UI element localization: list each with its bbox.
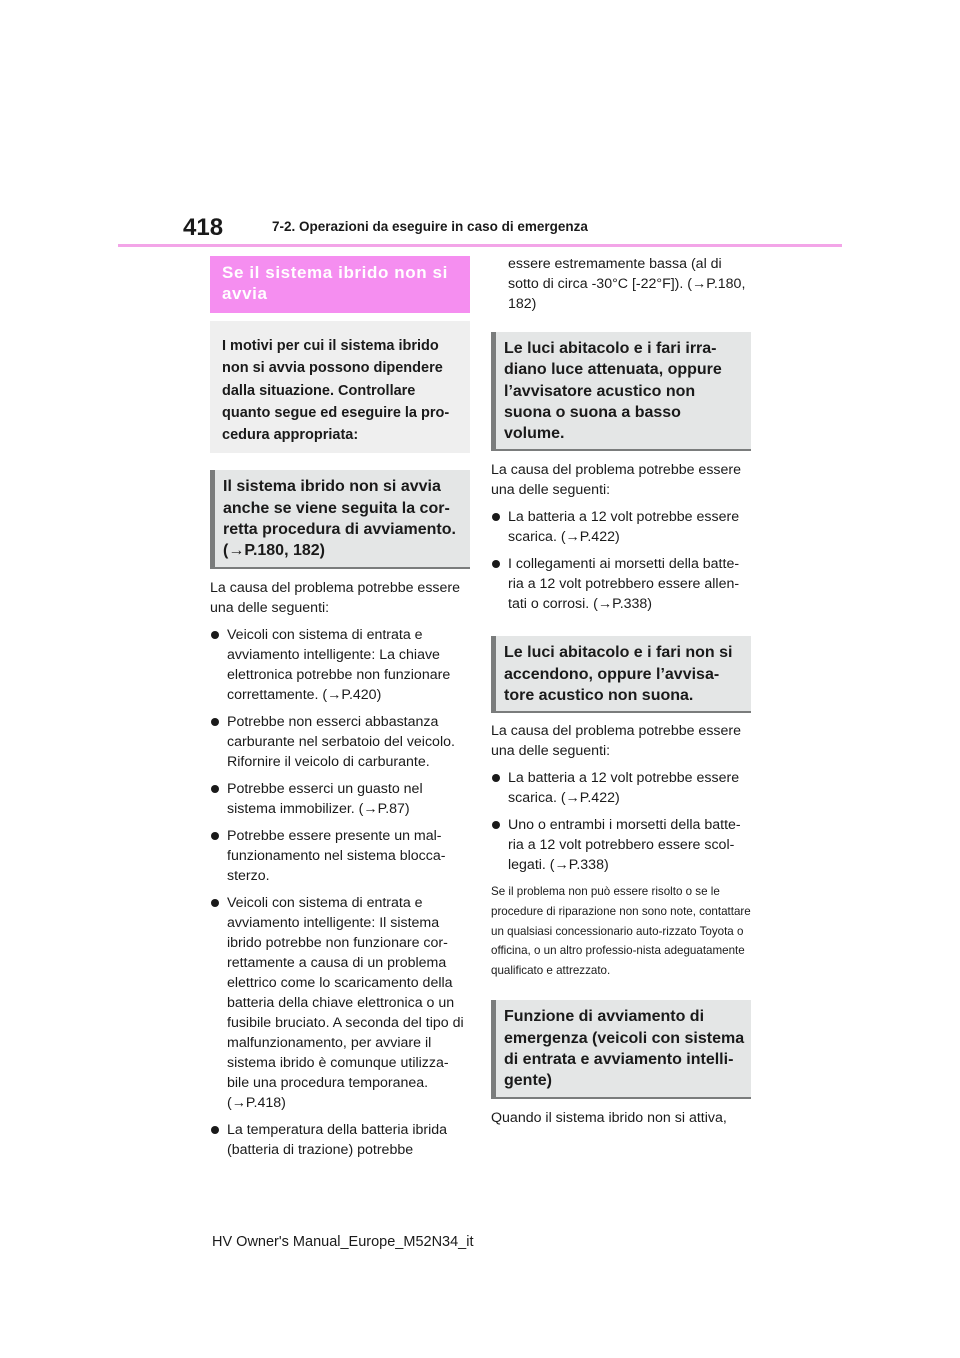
list-item: La batteria a 12 volt potrebbe essere scarica. (→P.422) xyxy=(491,507,751,547)
cause-lead-text: La causa del problema potrebbe essere una delle seguenti: xyxy=(491,723,742,760)
intro-box: I motivi per cui il sistema ibrido non si avvia possono dipendere dalla situazione. Controllare quanto segue ed eseguire la pro-cedura appropriata: xyxy=(210,321,470,453)
cause-lead-text: La causa del problema potrebbe essere una delle seguenti: xyxy=(210,579,461,616)
list-item: Uno o entrambi i morsetti della batte-ria a 12 volt potrebbero essere scol-legati. (→P.338) xyxy=(491,815,751,875)
section-heading-title: Se il sistema ibrido non si avvia xyxy=(210,256,470,313)
subheading-no-start: Il sistema ibrido non si avvia anche se viene seguita la cor-retta procedura di avviamento. (→P.180, 182) xyxy=(210,470,470,568)
section-title: 7-2. Operazioni da eseguire in caso di emergenza xyxy=(272,219,588,234)
list-item: Potrebbe non esserci abbastanza carburante nel serbatoio del veicolo. Rifornire il veicolo di carburante. xyxy=(210,712,470,772)
list-item: I collegamenti ai morsetti della batte-ria a 12 volt potrebbero essere allen-tati o corrosi. (→P.338) xyxy=(491,554,751,614)
list-item: La temperatura della batteria ibrida (batteria di trazione) potrebbe xyxy=(210,1120,470,1160)
cause-list xyxy=(210,625,470,1160)
right-column xyxy=(491,254,751,1128)
subheading-no-lights: Le luci abitacolo e i fari non si accendono, oppure l’avvisa-tore acustico non suona. xyxy=(491,636,751,713)
subheading-dim-lights: Le luci abitacolo e i fari irra-diano luce attenuata, oppure l’avvisatore acustico non suona o suona a basso volume. xyxy=(491,332,751,451)
header-divider xyxy=(118,244,842,247)
list-item: Potrebbe essere presente un mal-funzionamento nel sistema blocca-sterzo. xyxy=(210,826,470,886)
cause-list xyxy=(491,768,751,875)
subheading-emergency-start: Funzione di avviamento di emergenza (veicoli con sistema di entrata e avviamento intelli-gente) xyxy=(491,1000,751,1098)
list-item: Veicoli con sistema di entrata e avviamento intelligente: La chiave elettronica potrebbe non funzionare correttamente. (→P.420) xyxy=(210,625,470,705)
list-item: Veicoli con sistema di entrata e avviamento intelligente: Il sistema ibrido potrebbe non funzionare cor-rettamente a causa di un problema elettrico come lo scaricamento della batteria della chiave elettronica o un fusibile bruciato. A seconda del tipo di malfunzionamento, per avviare il sistema ibrido è comunque utilizza-bile una procedura temporanea. (→P.418) xyxy=(210,893,470,1113)
continuation-text: essere estremamente bassa (al di sotto di circa -30°C [-22°F]). (→P.180, 182) xyxy=(508,256,746,312)
left-column xyxy=(210,256,470,1160)
page-number: 418 xyxy=(183,214,224,241)
cause-lead-text: La causa del problema potrebbe essere una delle seguenti: xyxy=(491,462,742,499)
list-item: La batteria a 12 volt potrebbe essere scarica. (→P.422) xyxy=(491,768,751,808)
emergency-lead-text: Quando il sistema ibrido non si attiva, xyxy=(491,1109,727,1126)
cause-list xyxy=(491,507,751,614)
footer-manual-id: HV Owner's Manual_Europe_M52N34_it xyxy=(212,1234,474,1250)
dealer-note: Se il problema non può essere risolto o se le procedure di riparazione non sono note, contattare un qualsiasi concessionario auto-rizzato Toyota o officina, o un altro professio-nista adeguatamente qualificato e attrezzato. xyxy=(491,885,751,977)
list-item: Potrebbe esserci un guasto nel sistema immobilizer. (→P.87) xyxy=(210,779,470,819)
